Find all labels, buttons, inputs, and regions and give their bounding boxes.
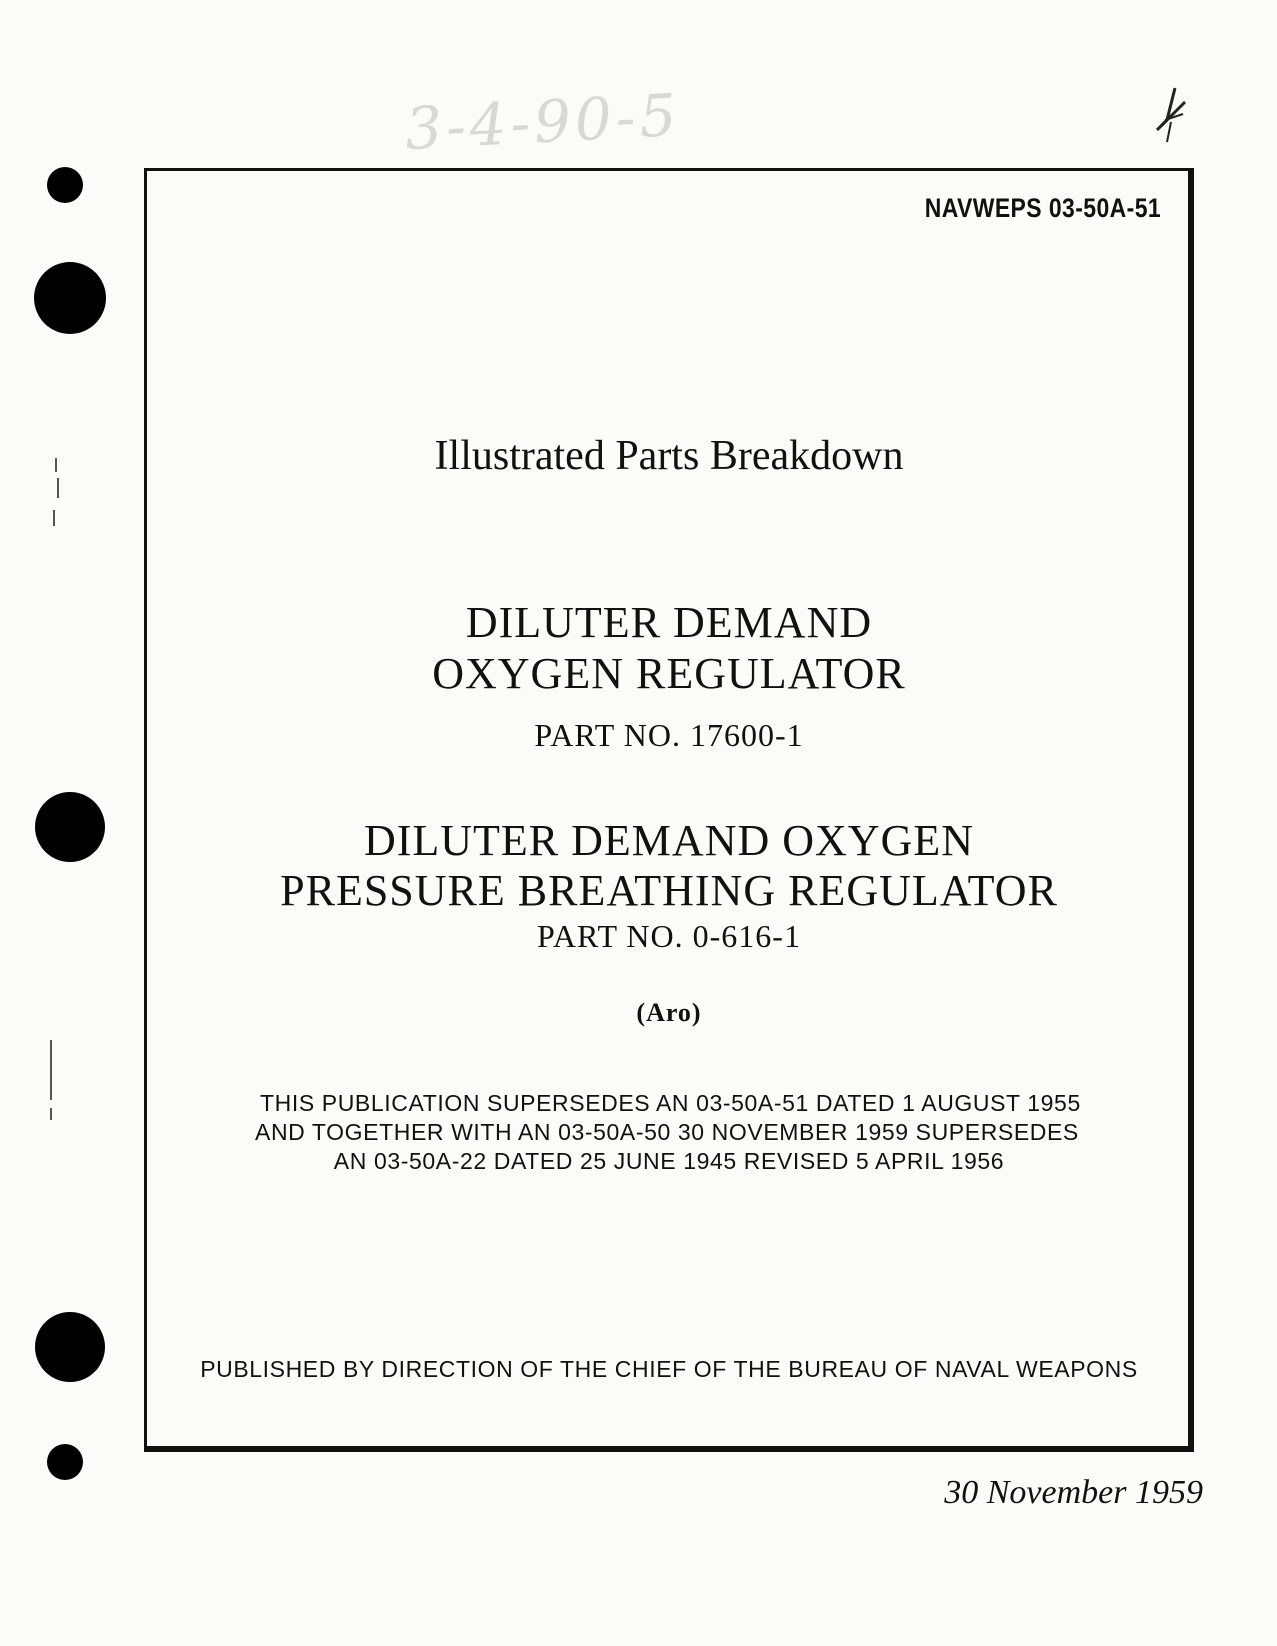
supersede-notice-line: THIS PUBLICATION SUPERSEDES AN 03-50A-51 DATED 1 AUGUST 1955	[260, 1090, 1081, 1116]
binder-hole	[35, 1312, 105, 1382]
publisher-statement: PUBLISHED BY DIRECTION OF THE CHIEF OF THE BUREAU OF NAVAL WEAPONS	[200, 1356, 1138, 1382]
scan-mark	[50, 1108, 52, 1120]
supersede-notice-line: AND TOGETHER WITH AN 03-50A-50 30 NOVEMBER 1959 SUPERSEDES	[255, 1119, 1079, 1145]
manufacturer: (Aro)	[636, 998, 702, 1027]
first-item-title-line-1: DILUTER DEMAND	[465, 598, 873, 647]
binder-hole	[47, 167, 83, 203]
binder-hole	[47, 1444, 83, 1480]
document-heading: Illustrated Parts Breakdown	[434, 433, 904, 479]
supersede-notice-line: AN 03-50A-22 DATED 25 JUNE 1945 REVISED 5 APRIL 1956	[333, 1148, 1005, 1174]
first-item-part-number: PART NO. 17600-1	[534, 717, 804, 753]
publication-date: 30 November 1959	[944, 1474, 1203, 1511]
scan-mark	[50, 1040, 52, 1100]
scan-mark	[53, 510, 55, 526]
page-border	[144, 168, 1194, 1452]
second-item-title-line-1: DILUTER DEMAND OXYGEN	[363, 816, 975, 865]
second-item-title-line-2: PRESSURE BREATHING REGULATOR	[280, 866, 1058, 915]
binder-hole	[35, 792, 105, 862]
handwritten-check-mark	[1145, 80, 1195, 150]
binder-hole	[34, 262, 106, 334]
scan-mark	[57, 478, 59, 498]
first-item-title-line-2: OXYGEN REGULATOR	[432, 649, 906, 698]
scan-mark	[55, 458, 57, 472]
handwritten-note: 3-4-90-5	[403, 80, 682, 164]
second-item-part-number: PART NO. 0-616-1	[537, 918, 801, 954]
document-number: NAVWEPS 03-50A-51	[924, 193, 1161, 223]
